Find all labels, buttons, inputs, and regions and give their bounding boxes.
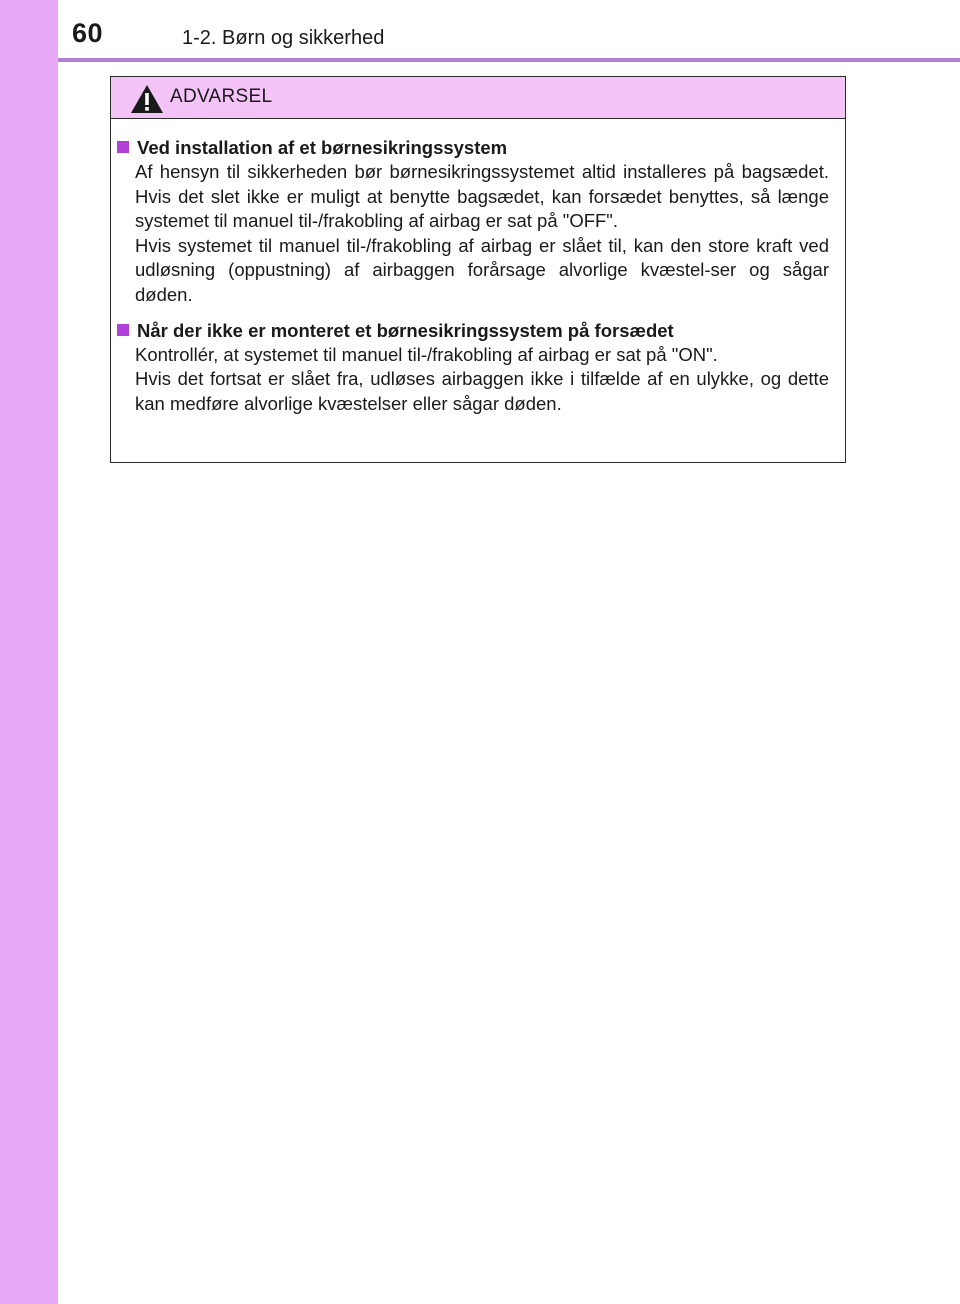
heading-text: Ved installation af et børnesikringssystem <box>137 137 508 158</box>
paragraph: Hvis systemet til manuel til-/frakobling af airbag er slået til, kan den store kraft ved udløsning (oppustning) af airbaggen forårsage alvorlige kvæstel-ser og sågar døden. <box>135 234 829 305</box>
warning-item <box>111 318 829 417</box>
warning-title: ADVARSEL <box>170 86 273 107</box>
warning-item-heading <box>115 318 829 343</box>
warning-item-heading <box>115 135 829 160</box>
header-divider <box>58 58 960 62</box>
page-number: 60 <box>72 18 104 48</box>
heading-text: Når der ikke er monteret et børnesikringssystem på forsædet <box>137 319 674 341</box>
page-sidebar-tab <box>0 0 58 1304</box>
square-bullet-icon <box>117 141 129 153</box>
square-bullet-icon <box>117 324 129 336</box>
section-title: 1-2. Børn og sikkerhed <box>182 27 385 49</box>
paragraph: Af hensyn til sikkerheden bør børnesikringssystemet altid installeres på bagsædet. Hvis det slet ikke er muligt at benytte bagsædet, kan forsædet benyttes, så længe systemet til manuel til-/frakobling af airbag er sat på "OFF". <box>135 161 829 232</box>
paragraph: Hvis det fortsat er slået fra, udløses airbaggen ikke i tilfælde af en ulykke, og dette kan medføre alvorlige kvæstelser eller sågar døden. <box>135 368 829 414</box>
warning-box <box>110 76 846 463</box>
warning-header <box>111 77 845 119</box>
warning-item <box>111 135 829 308</box>
warning-body <box>111 119 845 416</box>
paragraph: Kontrollér, at systemet til manuel til-/frakobling af airbag er sat på "ON". <box>135 343 718 365</box>
warning-triangle-icon <box>130 84 164 114</box>
